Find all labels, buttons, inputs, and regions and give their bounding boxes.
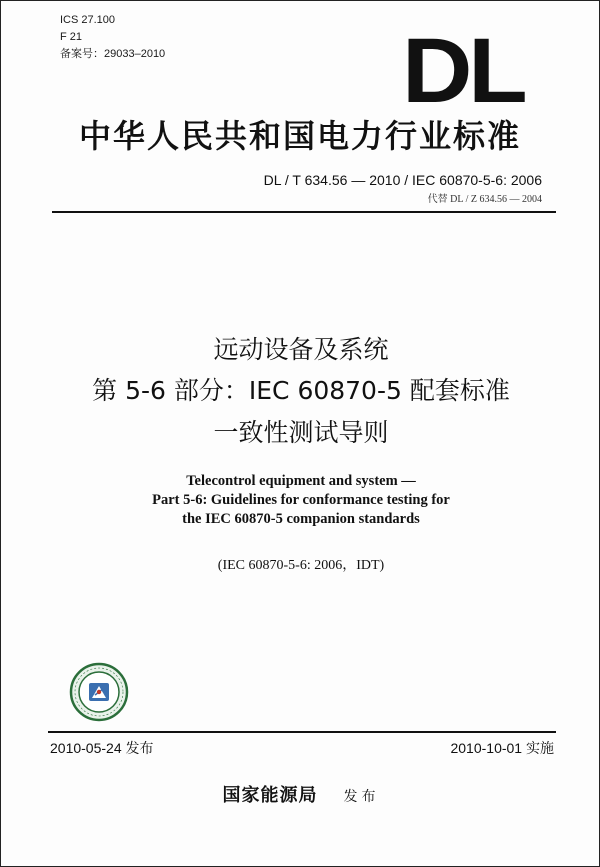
replaces-standard: 代替 DL / Z 634.56 — 2004 <box>427 194 542 205</box>
chinese-title-line: 远动设备及系统 <box>213 335 389 364</box>
china-electric-power-press-seal-icon <box>69 662 129 722</box>
ics-code: ICS 27.100 <box>60 14 116 26</box>
issue-action: 发布 <box>343 789 380 805</box>
record-number: 备案号：29033–2010 <box>60 48 166 60</box>
chinese-title-line: 一致性测试导则 <box>213 418 389 447</box>
bottom-divider <box>48 731 556 733</box>
main-title: 中华人民共和国电力行业标准 <box>78 117 521 155</box>
english-title-line: Part 5-6: Guidelines for conformance testing for <box>152 492 450 508</box>
top-divider <box>52 211 556 213</box>
effective-date: 2010-10-01 实施 <box>450 740 554 756</box>
publication-date: 2010-05-24 发布 <box>50 740 154 756</box>
standard-number: DL / T 634.56 — 2010 / IEC 60870-5-6: 2006 <box>263 172 542 188</box>
english-title-line: Telecontrol equipment and system — <box>186 473 416 489</box>
chinese-title-line: 第 5-6 部分：IEC 60870-5 配套标准 <box>92 376 510 405</box>
classification-code: F 21 <box>60 31 83 43</box>
english-title-line: the IEC 60870-5 companion standards <box>182 511 420 527</box>
iec-equivalence: (IEC 60870-5-6: 2006，IDT) <box>217 558 385 573</box>
issuing-organization: 国家能源局 <box>222 785 318 806</box>
dl-logo: DL <box>402 20 524 122</box>
issuer-line <box>1 781 600 807</box>
